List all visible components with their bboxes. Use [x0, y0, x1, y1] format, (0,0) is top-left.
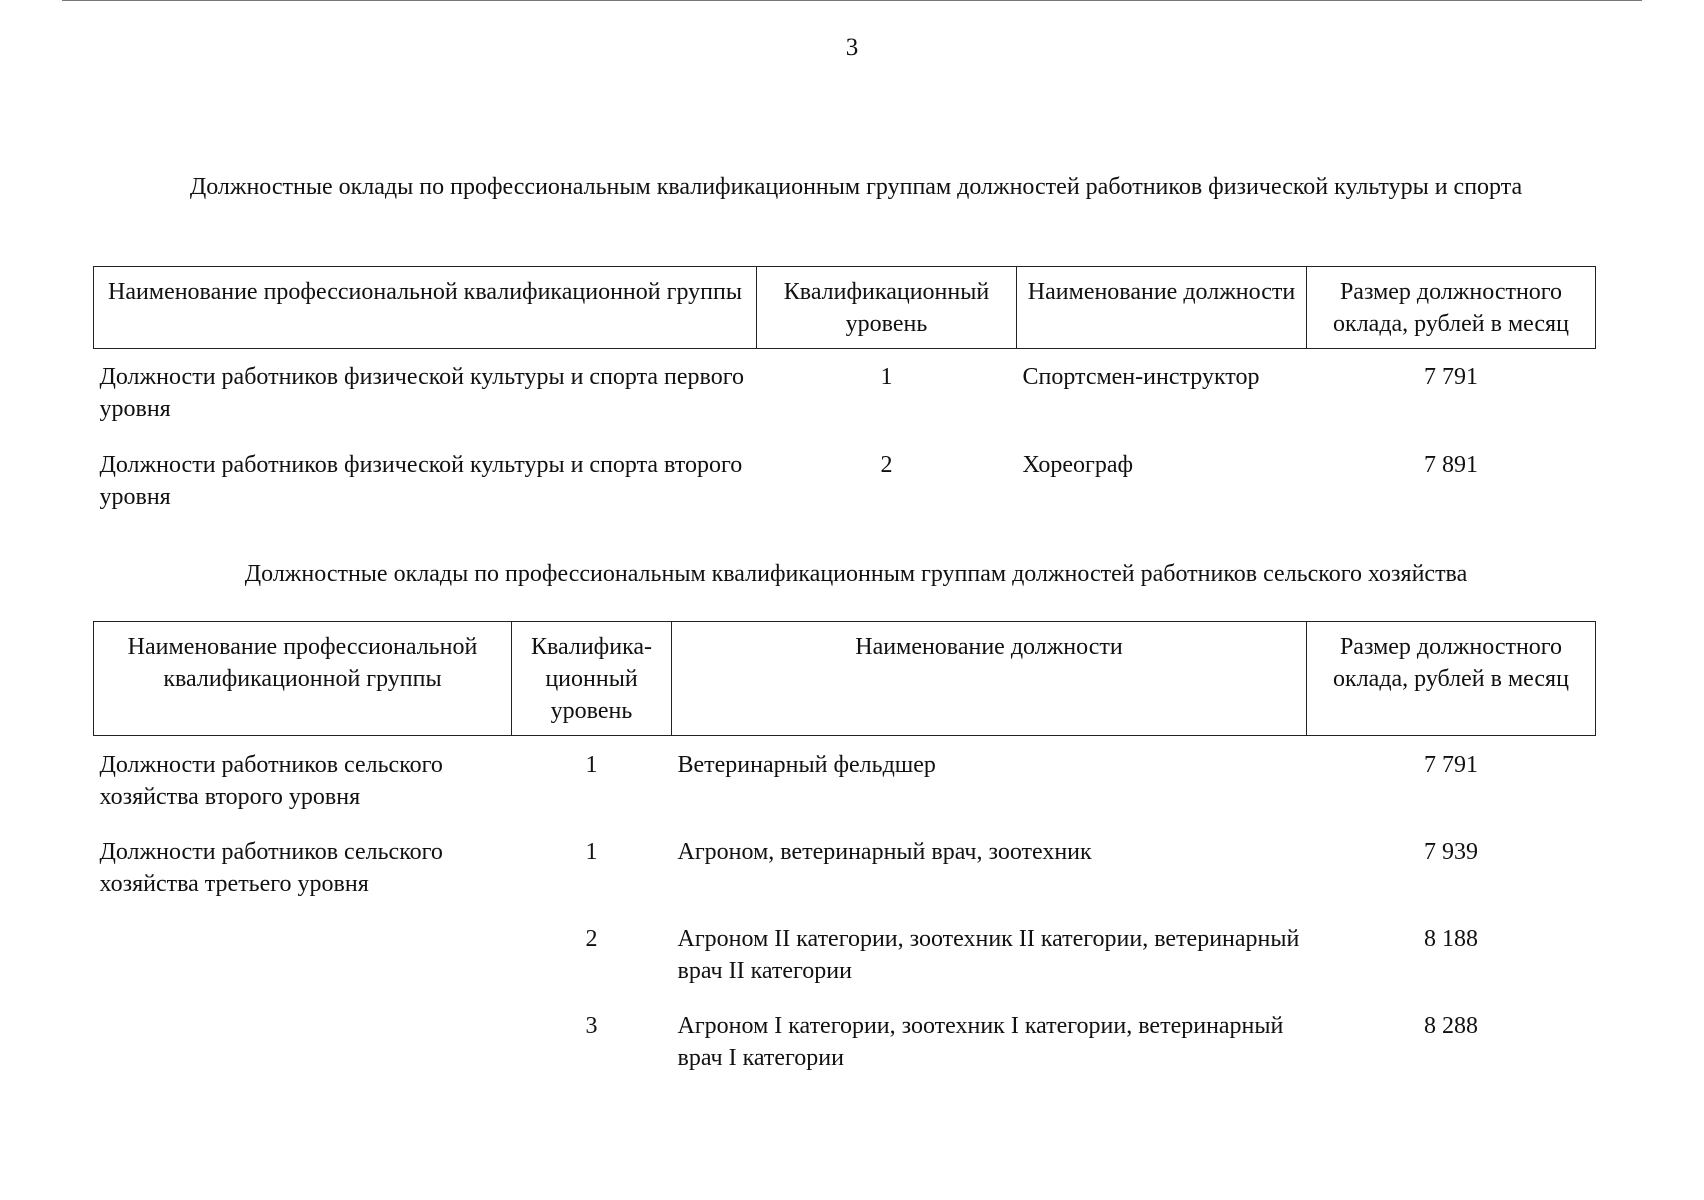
section-title-agriculture: Должностные оклады по профессиональным квалификационным группам должностей работников сельского хозяйства: [244, 561, 1468, 587]
header-group: Наименование профессиональной квалификационной группы: [94, 622, 512, 736]
cell-group: [94, 1010, 512, 1097]
table-header-row: [94, 622, 1596, 736]
cell-level: 3: [585, 1013, 598, 1039]
table-header-row: [94, 267, 1596, 349]
page-number: 3: [845, 34, 859, 61]
section-title-sport: Должностные оклады по профессиональным квалификационным группам должностей работников физической культуры и спорта: [189, 174, 1523, 200]
sport-salary-table: [93, 266, 1596, 537]
cell-position: Агроном, ветеринарный врач, зоотехник: [677, 839, 1092, 865]
cell-salary: 7 791: [1424, 364, 1478, 390]
cell-salary: 7 939: [1424, 839, 1478, 865]
table-row: [94, 349, 1596, 450]
cell-position: Ветеринарный фельдшер: [677, 752, 936, 778]
scan-top-line: [62, 0, 1642, 1]
cell-level: 2: [585, 926, 598, 952]
header-level: Квалификационный уровень: [757, 267, 1017, 349]
table-row: [94, 836, 1596, 923]
cell-group: [94, 923, 512, 1010]
cell-position: Агроном I категории, зоотехник I категории, ветеринарный врач I категории: [677, 1013, 1284, 1071]
cell-salary: 7 891: [1424, 452, 1478, 478]
header-salary: Размер должностного оклада, рублей в месяц: [1307, 622, 1596, 736]
cell-group: Должности работников сельского хозяйства второго уровня: [99, 752, 443, 810]
table-row: [94, 923, 1596, 1010]
cell-position: Агроном II категории, зоотехник II категории, ветеринарный врач II категории: [677, 926, 1300, 984]
cell-salary: 8 188: [1424, 926, 1478, 952]
table-row: [94, 449, 1596, 537]
cell-salary: 8 288: [1424, 1013, 1478, 1039]
table-row: [94, 1010, 1596, 1097]
header-level: Квалифика-ционный уровень: [512, 622, 672, 736]
cell-group: Должности работников физической культуры и спорта второго уровня: [99, 452, 743, 510]
cell-group: Должности работников сельского хозяйства третьего уровня: [99, 839, 443, 897]
cell-salary: 7 791: [1424, 752, 1478, 778]
cell-level: 1: [585, 839, 598, 865]
cell-level: 1: [880, 364, 893, 390]
cell-level: 2: [880, 452, 893, 478]
table-row: [94, 736, 1596, 837]
cell-group: Должности работников физической культуры и спорта первого уровня: [99, 364, 744, 422]
header-salary: Размер должностного оклада, рублей в месяц: [1307, 267, 1596, 349]
header-position: Наименование должности: [1017, 267, 1307, 349]
header-group: Наименование профессиональной квалификационной группы: [94, 267, 757, 349]
header-position: Наименование должности: [672, 622, 1307, 736]
agriculture-salary-table: [93, 621, 1596, 1097]
cell-position: Спортсмен-инструктор: [1022, 364, 1260, 390]
cell-level: 1: [585, 752, 598, 778]
cell-position: Хореограф: [1022, 452, 1134, 478]
